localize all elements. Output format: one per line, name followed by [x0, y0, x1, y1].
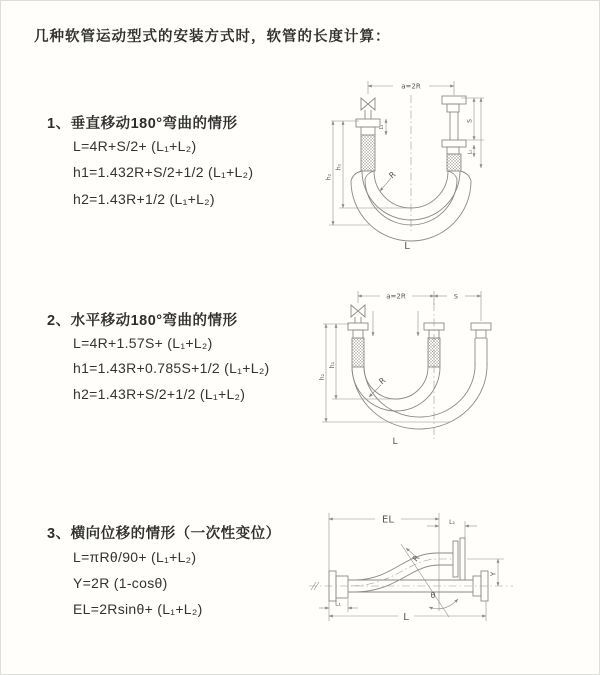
raised-flange [453, 538, 465, 580]
diagram-vertical-180-bend [311, 71, 600, 261]
radius-label: R [387, 169, 398, 181]
length-label: L [403, 612, 409, 623]
section-3-heading: 3、横向位移的情形（一次性变位） [47, 526, 281, 542]
center-line [309, 582, 513, 590]
section-2-formula-h1: h1=1.43R+0.785S+1/2 (L₁+L₂) [73, 360, 270, 376]
y-dim-label: Y [489, 571, 498, 577]
stroke-dimensions-right [461, 98, 484, 168]
el-dimension [329, 513, 439, 621]
h1-dim-label: h₁ [329, 361, 336, 369]
length-label: L [404, 241, 410, 252]
angle-label: θ [430, 591, 436, 600]
valve-icon [361, 98, 375, 119]
section-1-formula-L: L=4R+S/2+ (L₁+L₂) [73, 138, 197, 154]
page-title: 几种软管运动型式的安装方式时，软管的长度计算： [34, 29, 391, 45]
top-dimensions [358, 291, 481, 321]
right-pipe-flanges [442, 96, 466, 171]
h1-dim-label: h₁ [335, 163, 343, 171]
center-pipe-flange [424, 323, 444, 367]
fit-left-label: L₁ [379, 124, 385, 130]
valve-icon [351, 305, 365, 323]
angle-callout [429, 591, 458, 609]
radius-callout [401, 544, 449, 617]
section-1-heading: 1、垂直移动180°弯曲的情形 [47, 116, 238, 132]
section-1-formula-h2: h2=1.43R+1/2 (L₁+L₂) [73, 191, 215, 207]
fitting-dimension-right [427, 519, 477, 539]
width-dim-label: a=2R [386, 292, 406, 301]
section-3-formula-L: L=πRθ/90+ (L₁+L₂) [73, 549, 197, 565]
section-3-formula-EL: EL=2Rsinθ+ (L₁+L₂) [73, 601, 203, 617]
section-3-formula-Y: Y=2R (1-cosθ) [73, 575, 168, 591]
stroke-dim-label: S [466, 119, 474, 123]
section-2-formula-h2: h2=1.43R+S/2+1/2 (L₁+L₂) [73, 386, 246, 402]
section-1-formula-h1: h1=1.432R+S/2+1/2 (L₁+L₂) [73, 164, 254, 180]
left-pipe-flange [356, 119, 380, 171]
fitting-dimension-left [319, 599, 358, 612]
moved-pipe-flange [471, 323, 491, 365]
width-dimension [368, 81, 454, 95]
fitting-arrows [373, 311, 418, 336]
offset-dim-label: S [453, 292, 459, 301]
diagram-horizontal-180-bend [311, 281, 600, 471]
y-dimension [467, 559, 504, 586]
fit-right-label: L₂ [467, 149, 474, 155]
h2-dim-label: h₂ [325, 173, 333, 181]
fit-left-label: L₁ [335, 600, 341, 608]
fit-right-label: L₂ [449, 519, 455, 526]
h2-dim-label: h₂ [319, 373, 326, 381]
section-2-formula-L: L=4R+1.57S+ (L₁+L₂) [73, 335, 213, 351]
radius-callout [380, 170, 398, 191]
radius-label: R [377, 375, 388, 387]
length-dimension [329, 601, 486, 623]
left-pipe-flange [348, 323, 368, 367]
section-2-heading: 2、水平移动180°弯曲的情形 [47, 313, 238, 329]
diagram-lateral-displacement [301, 499, 600, 675]
el-dim-label: EL [382, 514, 394, 526]
hose-u-curves [352, 363, 487, 429]
width-dim-label: a=2R [401, 82, 421, 91]
radius-label: R [410, 553, 422, 564]
length-label: L [392, 437, 398, 447]
